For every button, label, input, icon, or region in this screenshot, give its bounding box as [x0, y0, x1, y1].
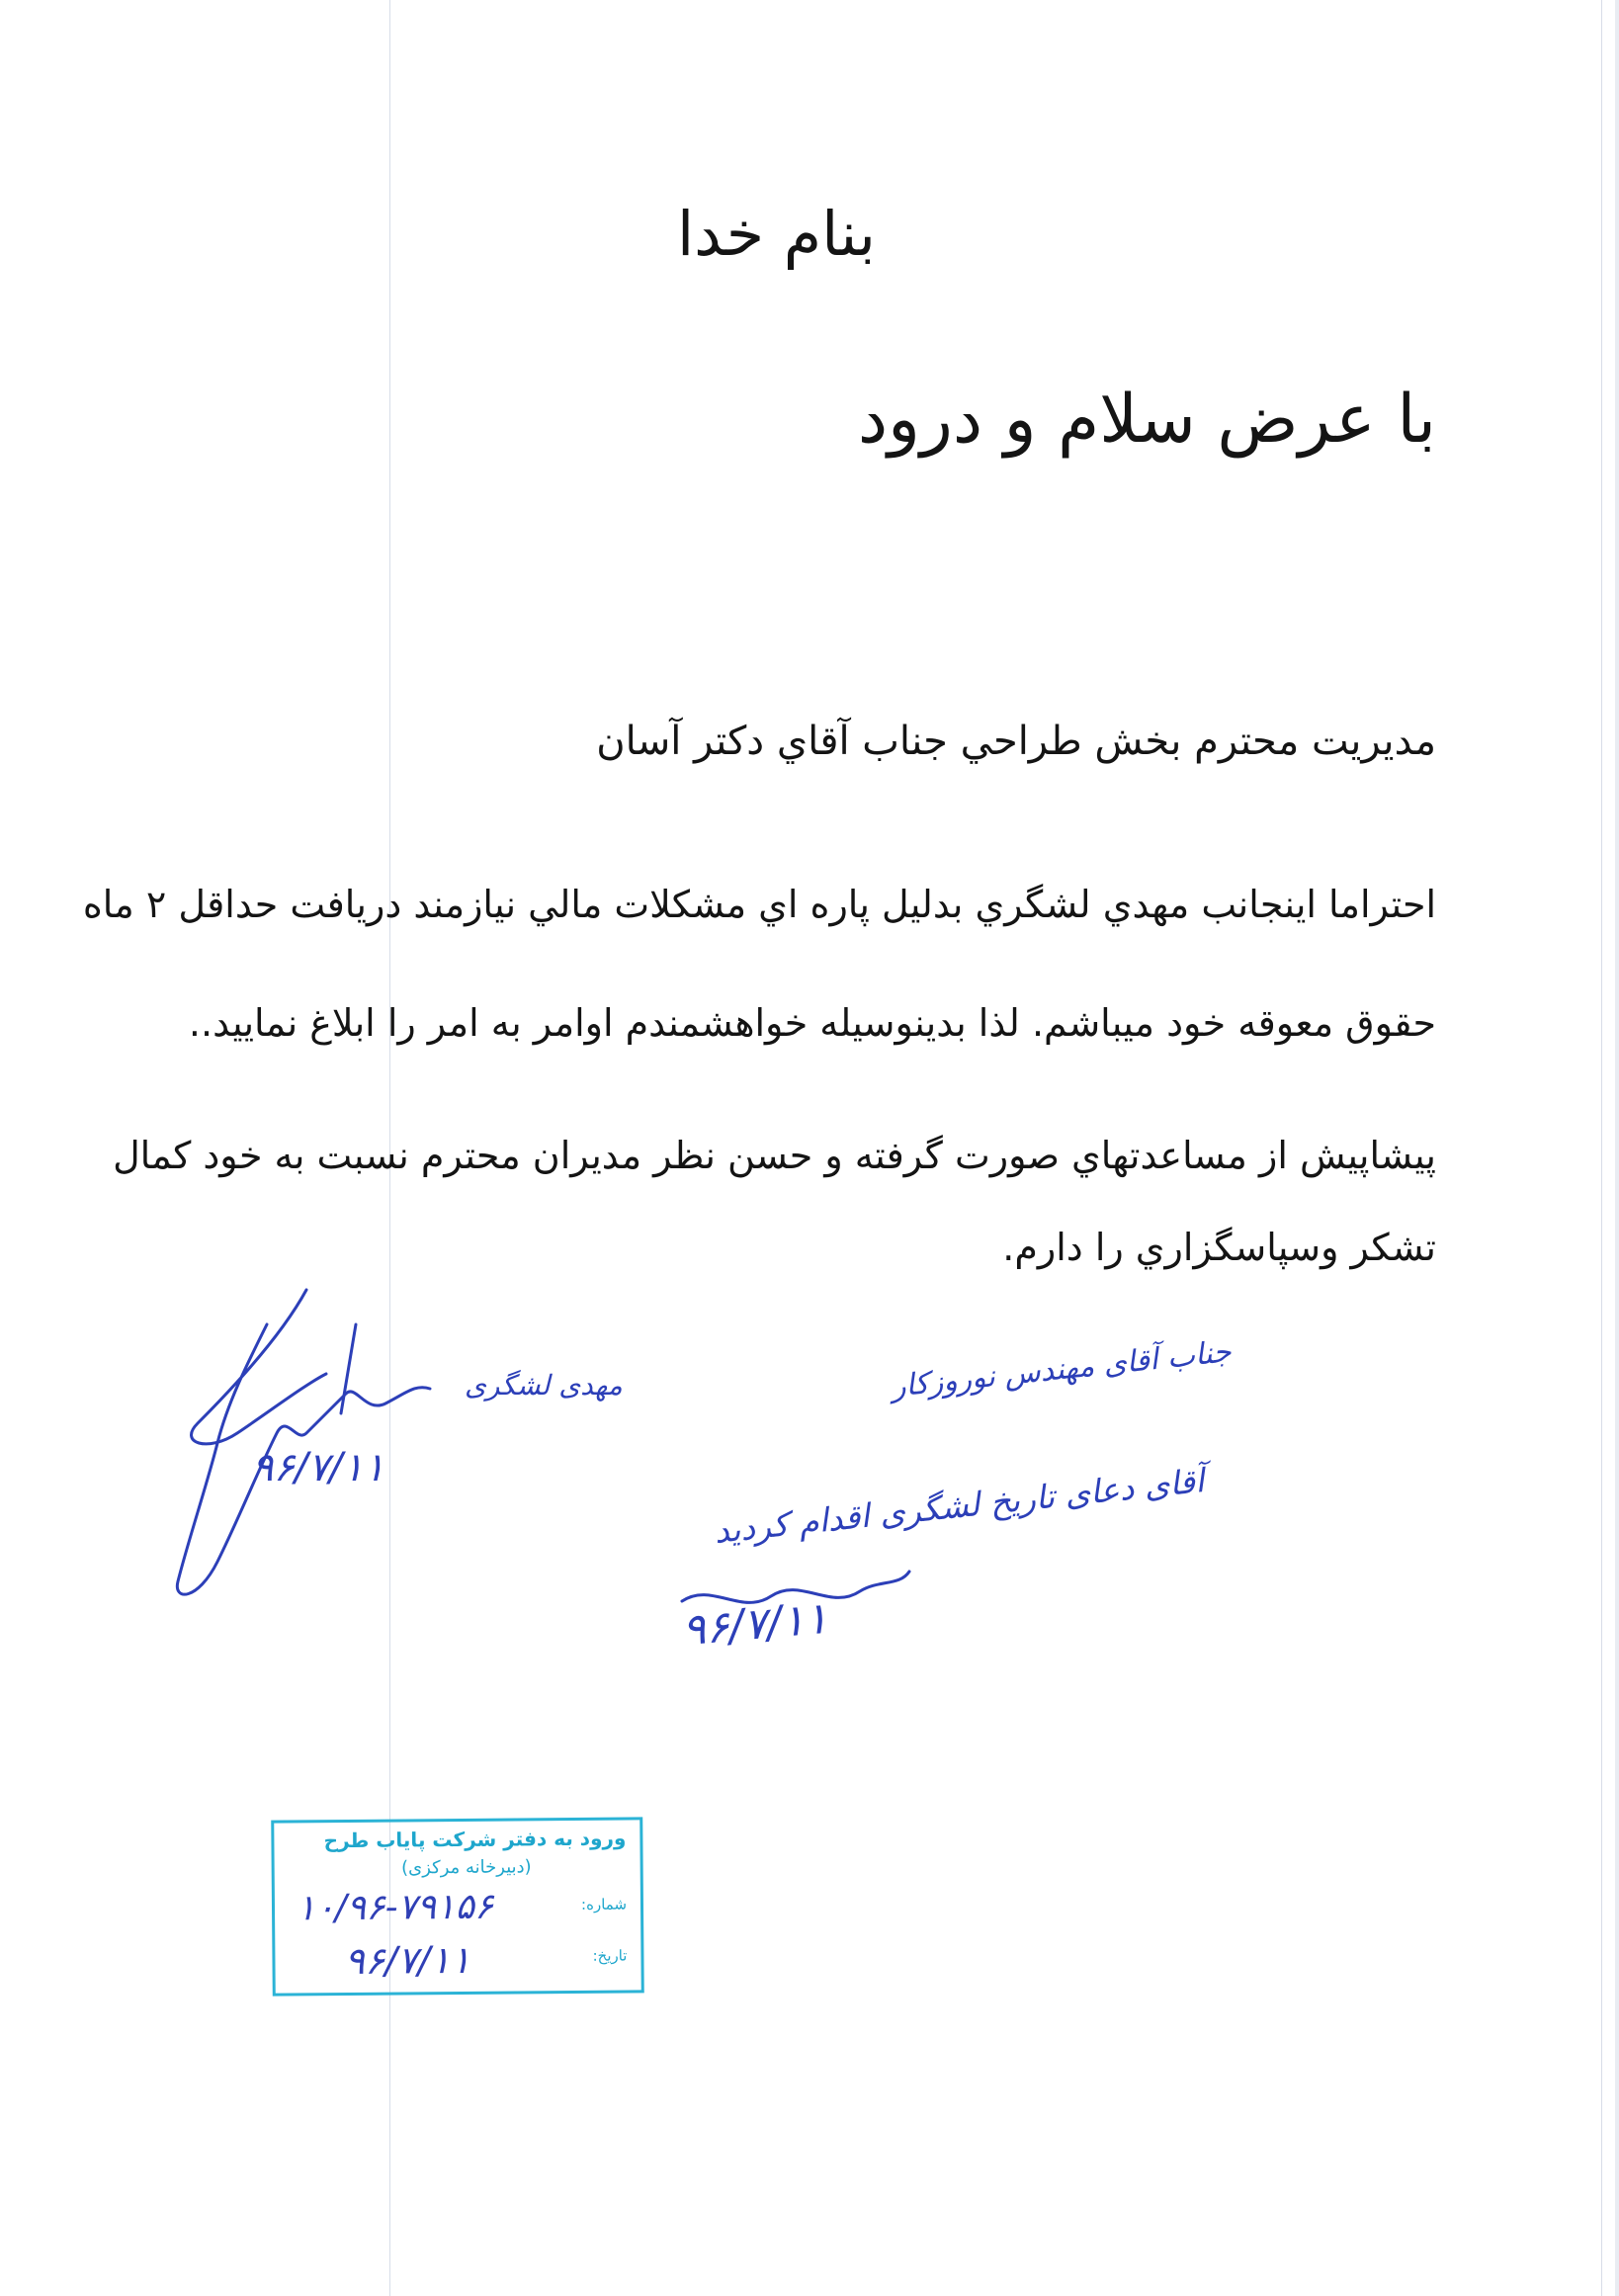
stamp-number-value: ۱۰/۹۶-۷۹۱۵۶ [296, 1886, 494, 1929]
body-paragraph-line: حقوق معوقه خود ميباشم. لذا بدينوسيله خواهشمندم اوامر به امر را ابلاغ نماييد.. [188, 1001, 1436, 1045]
referral-note-date: ۹۶/۷/۱۱ [680, 1592, 830, 1657]
stamp-title: ورود به دفتر شرکت پایاب طرح [323, 1826, 627, 1853]
reception-stamp [271, 1817, 644, 1996]
stamp-date-value: ۹۶/۷/۱۱ [344, 1937, 471, 1984]
basmala-heading: بنام خدا [676, 198, 876, 270]
referral-note-line: آقای دعای تاریخ لشگری اقدام کردید [712, 1461, 1206, 1551]
scan-edge [1615, 0, 1619, 2296]
body-paragraph-line: پيشاپيش از مساعدتهاي صورت گرفته و حسن نظر مديران محترم نسبت به خود کمال [113, 1134, 1436, 1177]
signature-date: ۹۶/۷/۱۱ [252, 1445, 385, 1490]
body-paragraph-line: احتراما اينجانب مهدي لشگري بدليل پاره اي مشکلات مالي نيازمند دريافت حداقل ۲ ماه [82, 883, 1436, 926]
referral-note-line: جناب آقای مهندس نوروزکار [890, 1334, 1234, 1405]
stamp-subtitle: (دبیرخانه مرکزی) [400, 1856, 532, 1879]
stamp-date-label: تاریخ: [592, 1946, 628, 1965]
body-paragraph-line: تشکر وسپاسگزاري را دارم. [1002, 1226, 1436, 1269]
addressee-line: مدیریت محترم بخش طراحي جناب آقاي دکتر آسان [596, 719, 1436, 764]
scan-guide-line [1601, 0, 1602, 2296]
greeting-line: با عرض سلام و درود [857, 381, 1436, 459]
signer-name: مهدی لشگری [465, 1369, 623, 1402]
stamp-number-label: شماره: [580, 1895, 628, 1913]
